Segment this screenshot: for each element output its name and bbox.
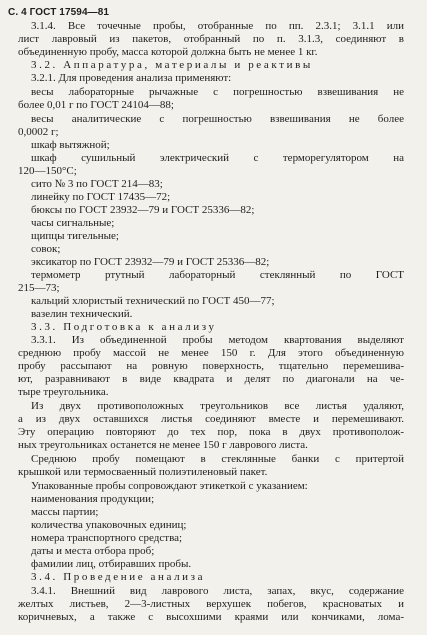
text-line: лист лавровый из пакетов, отобранный по п. 3.1.3, соединяют в [18,33,404,45]
text-line: линейку по ГОСТ 17435—72; [31,191,171,203]
text-line: сито № 3 по ГОСТ 214—83; [31,178,163,190]
section-heading: 3.2. Аппаратура, материалы и реактивы [31,59,313,71]
text-line: 3.2.1. Для проведения анализа применяют: [31,72,232,84]
text-line: 120—150°С; [18,165,77,177]
text-line: 3.1.4. Все точечные пробы, отобранные по пп. 2.3.1; 3.1.1 или [31,20,404,32]
text-line: количества упаковочных единиц; [31,519,187,531]
text-line: даты и места отбора проб; [31,545,155,557]
text-line: ных треугольниках останется не менее 150 г лаврового листа. [18,439,308,451]
text-line: объединенную пробу, масса которой должна быть не менее 1 кг. [18,46,318,58]
page-header: С. 4 ГОСТ 17594—81 [8,7,110,18]
text-line: 3.4.1. Внешний вид лаврового листа, запах, вкус, содержание [31,585,404,597]
text-line: шкаф сушильный электрический с терморегулятором на [31,152,404,164]
text-line: часы сигнальные; [31,217,115,229]
text-line: массы партии; [31,506,99,518]
section-heading: 3.3. Подготовка к анализу [31,321,217,333]
text-line: термометр ртутный лабораторный стеклянный по ГОСТ [31,269,404,281]
text-line: крышкой или термосваенный полиэтиленовый пакет. [18,466,268,478]
text-line: наименования продукции; [31,493,155,505]
text-line: фамилии лиц, отбиравших пробы. [31,558,192,570]
text-line: бюксы по ГОСТ 23932—79 и ГОСТ 25336—82; [31,204,255,216]
text-line: коричневых, а также с высохшими краями или кончиками, лома- [18,611,404,623]
text-line: щипцы тигельные; [31,230,119,242]
text-line: Из двух противоположных треугольников все листья удаляют, [31,400,404,412]
text-line: 215—73; [18,282,60,294]
section-heading: 3.4. Проведение анализа [31,571,206,583]
text-line: кальций хлористый технический по ГОСТ 450—77; [31,295,275,307]
text-line: совок; [31,243,61,255]
text-line: Упакованные пробы сопровождают этикеткой с указанием: [31,480,308,492]
text-line: желтых листьев, 2—3-листных верхушек побегов, красноватых и [18,598,404,610]
text-line: пробу рассыпают на ровную поверхность, тщательно перемешива- [18,360,404,372]
text-line: а из двух оставшихся листья соединяют вместе и перемешивают. [18,413,404,425]
text-line: тыре треугольника. [18,386,109,398]
text-line: эксикатор по ГОСТ 23932—79 и ГОСТ 25336—82; [31,256,270,268]
text-line: 3.3.1. Из объединенной пробы методом квартования выделяют [31,334,404,346]
text-line: номера транспортного средства; [31,532,183,544]
text-line: более 0,01 г по ГОСТ 24104—88; [18,99,174,111]
text-line: 0,0002 г; [18,126,59,138]
text-line: Среднюю пробу помещают в стеклянные банки с притертой [31,453,404,465]
text-line: весы лабораторные рычажные с погрешностью взвешивания не [31,86,404,98]
text-line: вазелин технический. [31,308,133,320]
text-line: Эту операцию повторяют до тех пор, пока в двух противополож- [18,426,404,438]
text-line: ют, разравнивают в виде квадрата и делят по диагонали на че- [18,373,404,385]
text-line: среднюю пробу массой не менее 150 г. Для этого объединенную [18,347,404,359]
text-line: шкаф вытяжной; [31,139,110,151]
text-line: весы аналитические с погрешностью взвешивания не более [31,113,404,125]
